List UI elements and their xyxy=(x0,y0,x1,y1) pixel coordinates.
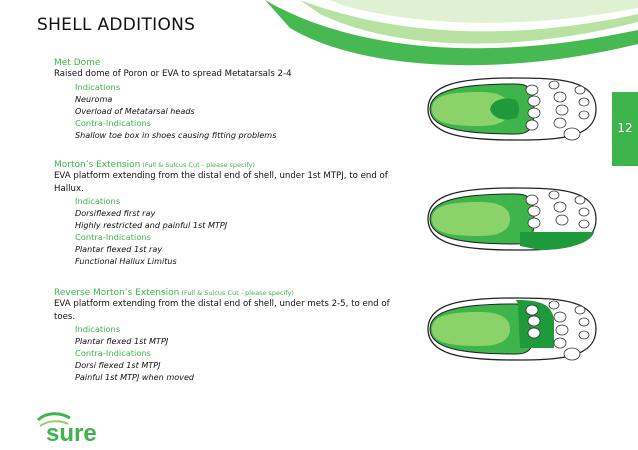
foot-mortons-extension-illustration xyxy=(420,180,602,258)
section-met-dome xyxy=(54,58,399,141)
section-description: Raised dome of Poron or EVA to spread Metatarsals 2-4 xyxy=(54,69,292,79)
contra-indications-label: Contra-Indications xyxy=(75,117,152,128)
indication-item: Neuroma xyxy=(75,93,113,104)
logo-text: sure xyxy=(46,420,97,446)
contra-indication-item: Painful 1st MTPJ when moved xyxy=(75,372,195,382)
section-description: EVA platform extending from the distal end of shell, under 1st MTPJ, to end of Hallux. xyxy=(54,171,388,194)
indications-label: Indications xyxy=(75,324,121,334)
section-details xyxy=(54,81,399,141)
foot-reverse-mortons-extension-illustration xyxy=(420,290,602,368)
foot-met-dome-illustration xyxy=(420,70,602,148)
contra-indications-label: Contra-Indications xyxy=(75,232,152,242)
page-number: 12 xyxy=(617,121,633,135)
section-heading: Reverse Morton’s Extension (Full & Sulcus Cut - please specify) xyxy=(54,288,294,298)
contra-indication-item: Plantar flexed 1st ray xyxy=(75,244,163,254)
section-mortons-extension xyxy=(54,160,399,267)
contra-indication-item: Dorsi flexed 1st MTPJ xyxy=(75,360,161,370)
indication-item: Highly restricted and painful 1st MTPJ xyxy=(75,220,228,230)
section-heading: Met Dome xyxy=(54,58,101,68)
page-number-tab xyxy=(612,92,638,166)
sure-logo xyxy=(36,408,118,446)
indication-item: Plantar flexed 1st MTPJ xyxy=(75,336,169,346)
contra-indications-label: Contra-Indications xyxy=(75,348,152,358)
section-reverse-mortons-extension xyxy=(54,288,399,383)
contra-indication-item: Shallow toe box in shoes causing fitting problems xyxy=(75,129,277,140)
section-details xyxy=(54,195,399,267)
indication-item: Dorsiflexed first ray xyxy=(75,208,156,218)
indication-item: Overload of Metatarsal heads xyxy=(75,105,195,116)
section-description: EVA platform extending from the distal end of shell, under mets 2-5, to end of toes. xyxy=(54,299,390,322)
section-details xyxy=(54,323,399,383)
contra-indication-item: Functional Hallux Limitus xyxy=(75,256,177,266)
indications-label: Indications xyxy=(75,81,121,92)
page-title: SHELL ADDITIONS xyxy=(37,15,196,35)
indications-label: Indications xyxy=(75,196,121,206)
section-heading: Morton’s Extension (Full & Sulcus Cut - please specify) xyxy=(54,160,255,170)
